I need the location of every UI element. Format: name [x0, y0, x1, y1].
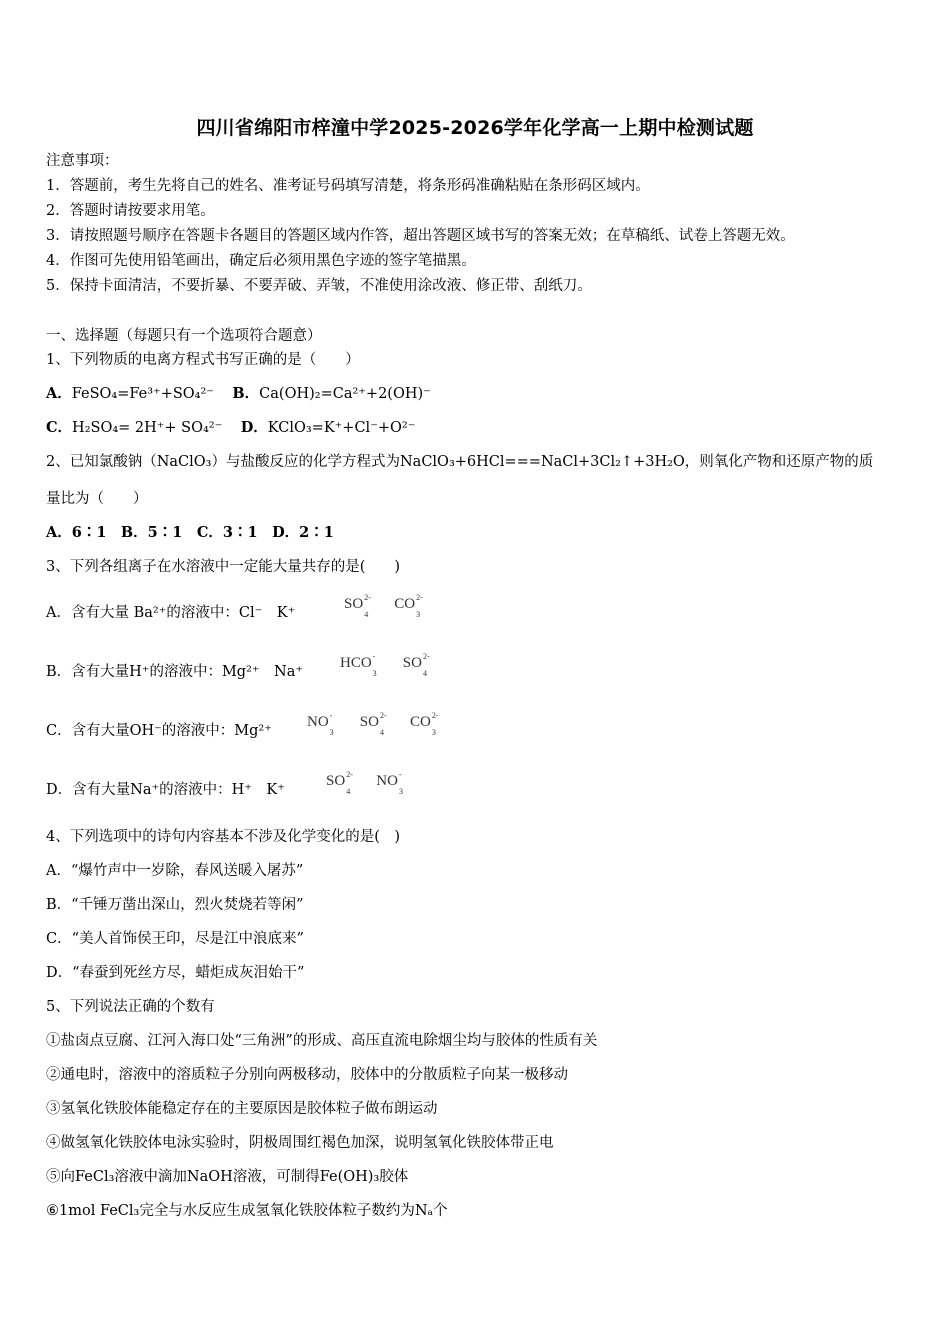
q3-b-ions [340, 652, 448, 678]
q3-option-c: C．含有大量OH⁻的溶液中：Mg²⁺ [46, 723, 272, 739]
q4-option-c: C．“美人首饰侯王印，尽是江中浪底来” [46, 931, 304, 947]
q5-statement-2: ②通电时，溶液中的溶质粒子分别向两极移动，胶体中的分散质粒子向某一极移动 [46, 1067, 568, 1083]
page-title: 四川省绵阳市梓潼中学2025-2026学年化学高一上期中检测试题 [196, 117, 754, 139]
q3-option-a: A．含有大量 Ba²⁺的溶液中：Cl⁻ K⁺ [46, 605, 296, 621]
q1-option-a: FeSO₄=Fe³⁺+SO₄²⁻ [71, 386, 214, 402]
q1-row-cd [46, 419, 415, 437]
q3-option-d: D．含有大量Na⁺的溶液中：H⁺ K⁺ [46, 782, 285, 798]
q4-stem: 4、下列选项中的诗句内容基本不涉及化学变化的是( ) [46, 829, 401, 845]
q5-statement-4: ④做氢氧化铁胶体电泳实验时，阴极周围红褐色加深，说明氢氧化铁胶体带正电 [46, 1135, 554, 1151]
notice-item-3: 3．请按照题号顺序在答题卡各题目的答题区域内作答，超出答题区域书写的答案无效；在草稿纸、试卷上答题无效。 [46, 228, 795, 244]
q5-stem: 5、下列说法正确的个数有 [46, 999, 215, 1015]
q4-option-d: D．“春蚕到死丝方尽，蜡炬成灰泪始干” [46, 965, 305, 981]
notice-item-2: 2．答题时请按要求用笔。 [46, 203, 215, 219]
q4-option-a: A．“爆竹声中一岁除，春风送暖入屠苏” [46, 863, 304, 879]
ion-so4: SO 2- 4 [359, 711, 387, 737]
q1-c-label: C． [46, 419, 73, 436]
q1-option-d: KClO₃=K⁺+Cl⁻+O²⁻ [267, 420, 416, 436]
q3-c-ions [307, 711, 457, 737]
q4-option-b: B．“千锤万凿出深山，烈火焚烧若等闲” [46, 897, 304, 913]
q3-d-ions [326, 770, 424, 796]
q3-a-ions [344, 593, 441, 619]
q3-option-b: B．含有大量H⁺的溶液中：Mg²⁺ Na⁺ [46, 664, 304, 680]
ion-no3: NO - 3 [376, 770, 403, 796]
notice-item-1: 1．答题前，考生先将自己的姓名、准考证号码填写清楚，将条形码准确粘贴在条形码区域内。 [46, 178, 650, 194]
ion-no3: NO - 3 [307, 711, 334, 737]
ion-hco3: HCO - 3 [340, 652, 377, 678]
ion-co3: CO 2- 3 [410, 711, 439, 737]
q5-statement-3: ③氢氧化铁胶体能稳定存在的主要原因是胶体粒子做布朗运动 [46, 1101, 438, 1117]
ion-co3: CO 2- 3 [394, 593, 423, 619]
q1-option-b: Ca(OH)₂=Ca²⁺+2(OH)⁻ [259, 386, 431, 402]
section-heading: 一、选择题（每题只有一个选项符合题意） [46, 328, 322, 344]
q1-option-c: H₂SO₄= 2H⁺+ SO₄²⁻ [72, 420, 223, 436]
notice-item-5: 5．保持卡面清洁，不要折暴、不要弄破、弄皱，不准使用涂改液、修正带、刮纸刀。 [46, 278, 592, 294]
q5-statement-1: ①盐卤点豆腐、江河入海口处“三角洲”的形成、高压直流电除烟尘均与胶体的性质有关 [46, 1033, 598, 1049]
q2-stem-line1: 2、已知氯酸钠（NaClO₃）与盐酸反应的化学方程式为NaClO₃+6HCl===NaCl+3Cl₂↑+3H₂O，则氧化产物和还原产物的质 [46, 454, 874, 470]
q2-stem-line2: 量比为（ ） [46, 491, 148, 507]
q2-options: A．6∶1 B．5∶1 C．3∶1 D．2∶1 [46, 524, 334, 541]
q1-d-label: D． [240, 419, 268, 436]
q5-statement-5: ⑤向FeCl₃溶液中滴加NaOH溶液，可制得Fe(OH)₃胶体 [46, 1169, 409, 1185]
notice-item-4: 4．作图可先使用铅笔画出，确定后必须用黑色字迹的签字笔描黑。 [46, 253, 476, 269]
ion-so4: SO 2- 4 [402, 652, 430, 678]
q1-row-ab [46, 385, 431, 403]
q3-stem: 3、下列各组离子在水溶液中一定能大量共存的是( ) [46, 559, 401, 575]
q5-statement-6: ⑥1mol FeCl₃完全与水反应生成氢氧化铁胶体粒子数约为Nₐ个 [46, 1203, 448, 1219]
ion-so4: SO 2- 4 [326, 770, 353, 796]
ion-so4: SO 2- 4 [344, 593, 371, 619]
q1-a-label: A． [46, 385, 72, 402]
notice-heading: 注意事项： [46, 153, 119, 169]
q1-stem: 1、下列物质的电离方程式书写正确的是（ ） [46, 352, 360, 368]
q1-b-label: B． [232, 385, 260, 402]
